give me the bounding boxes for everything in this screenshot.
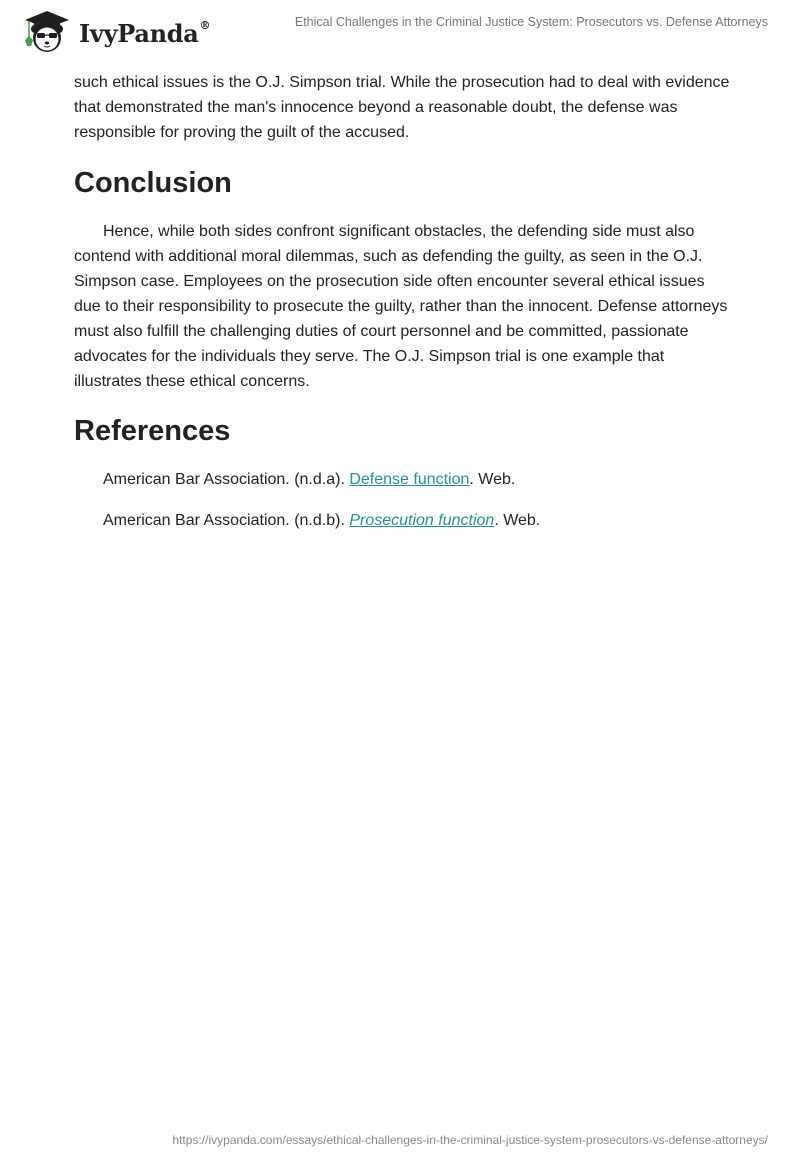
reference-item — [103, 511, 734, 531]
essay-content — [74, 70, 734, 552]
registered-mark: ® — [199, 18, 211, 32]
references-heading: References — [74, 415, 231, 447]
conclusion-heading: Conclusion — [74, 167, 232, 199]
document-title: Ethical Challenges in the Criminal Justice System: Prosecutors vs. Defense Attorneys — [294, 15, 768, 29]
reference-suffix: . Web. — [469, 471, 516, 488]
footer-url: https://ivypanda.com/essays/ethical-challenges-in-the-criminal-justice-system-prosecutors-vs-defense-attorneys/ — [172, 1133, 768, 1147]
reference-author: American Bar Association. (n.d.b). — [103, 512, 350, 529]
panda-graduate-icon — [17, 8, 73, 54]
logo-wordmark: IvyPanda® — [79, 18, 211, 48]
reference-item — [103, 470, 734, 490]
conclusion-paragraph: Hence, while both sides confront significant obstacles, the defending side must also contend with additional moral dilemmas, such as defending the guilty, as seen in the O.J. Simpson case. Employees on the prosecution side often encounter several ethical issues due to their responsibility to prosecute the guilty, rather than the innocent. Defense attorneys must also fulfill the challenging duties of court personnel and be committed, passionate advocates for the individuals they serve. The O.J. Simpson trial is one example that illustrates these ethical concerns. — [74, 223, 728, 390]
ivypanda-logo[interactable] — [17, 8, 210, 54]
intro-paragraph: such ethical issues is the O.J. Simpson trial. While the prosecution had to deal with evidence that demonstrated the man's innocence beyond a reasonable doubt, the defense was responsible for proving the guilt of the accused. — [74, 74, 730, 141]
prosecution-function-link[interactable]: Prosecution function — [349, 512, 495, 529]
reference-suffix: . Web. — [494, 512, 541, 529]
page-header — [0, 0, 800, 60]
reference-author: American Bar Association. (n.d.a). — [103, 471, 350, 488]
defense-function-link[interactable]: Defense function — [349, 471, 470, 488]
